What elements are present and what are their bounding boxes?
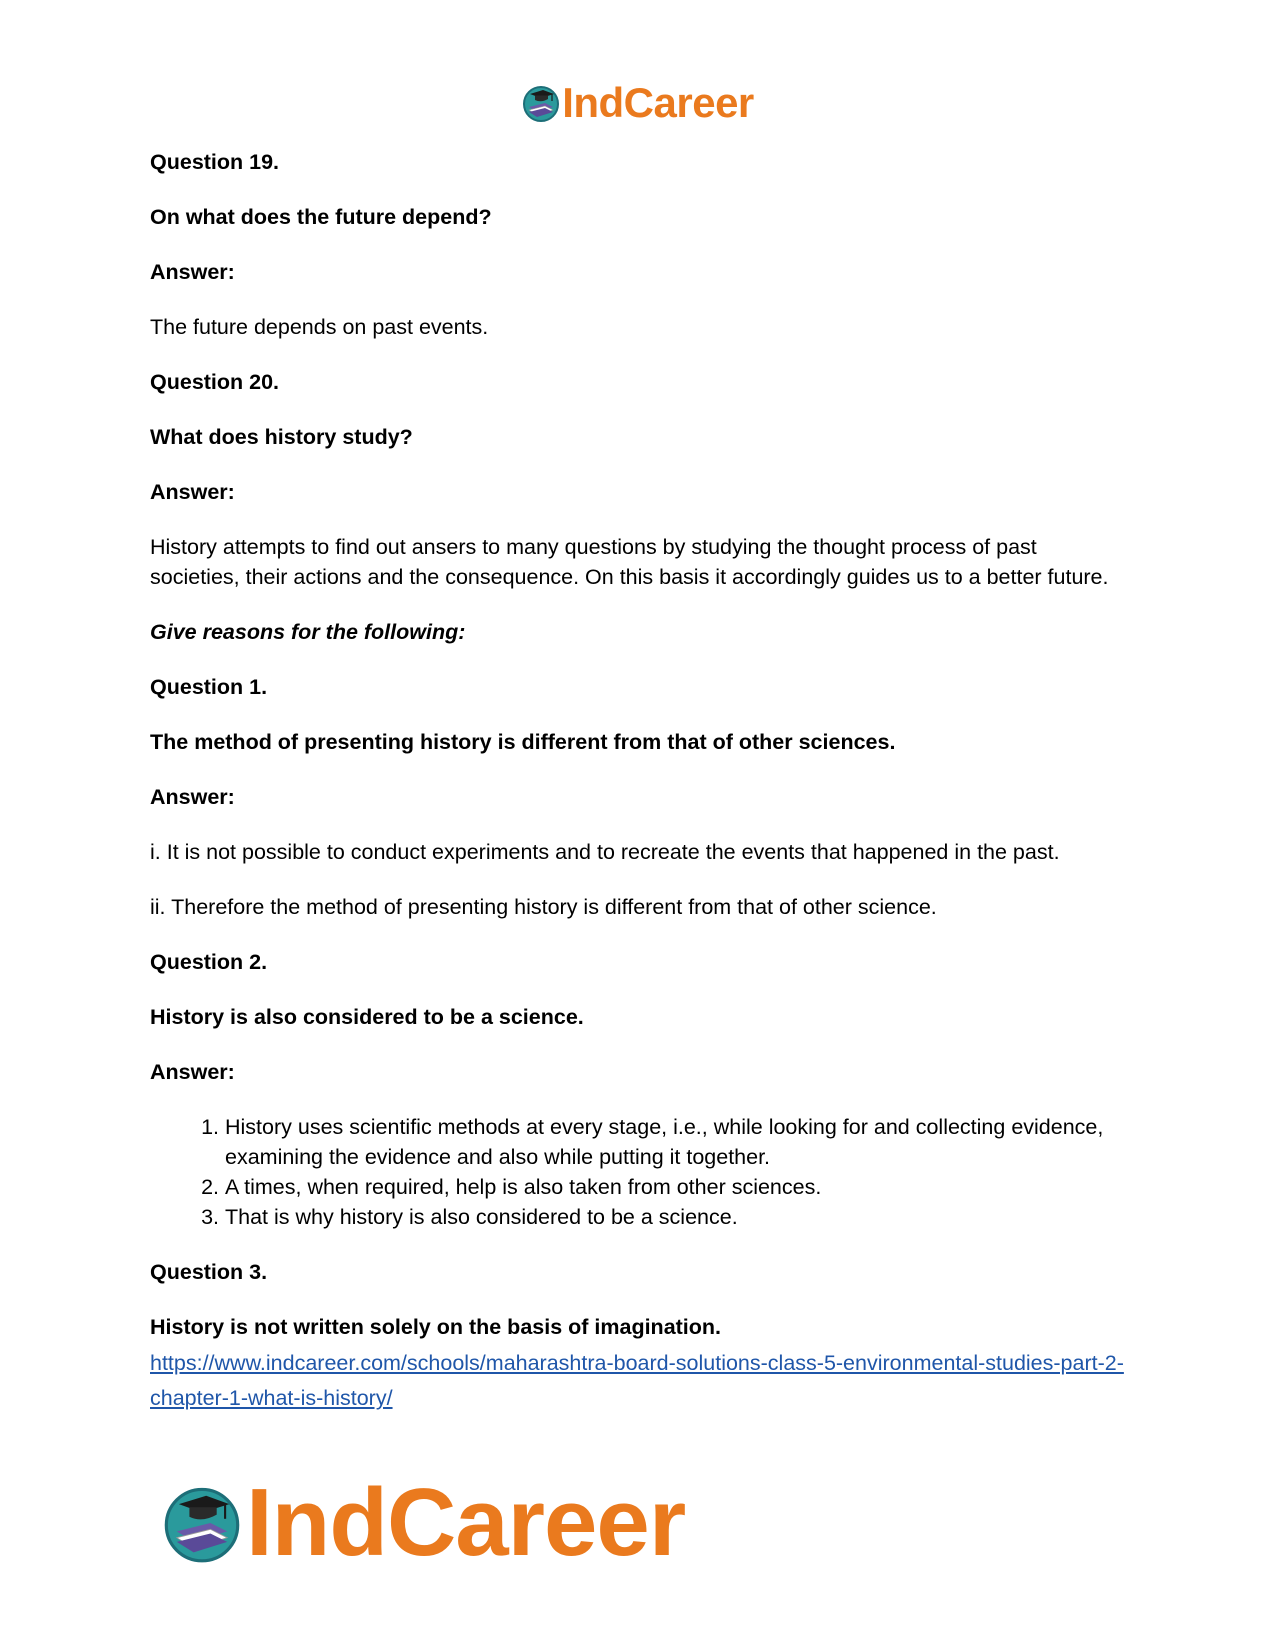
document-body: [150, 147, 1130, 1416]
question-19-text: On what does the future depend?: [150, 205, 492, 229]
question-20-text: What does history study?: [150, 425, 413, 449]
graduation-cap-book-globe-icon: [521, 83, 561, 123]
question-19-answer: The future depends on past events.: [150, 315, 489, 339]
footer-logo: [160, 1468, 685, 1578]
question-19-answer-label: Answer:: [150, 260, 235, 284]
indcareer-logo-large: [160, 1468, 685, 1578]
logo-text: IndCareer: [246, 1469, 686, 1576]
reason-2-answer-list: [150, 1112, 1130, 1232]
reason-1-answer-label: Answer:: [150, 785, 235, 809]
graduation-cap-book-globe-icon: [160, 1481, 244, 1565]
source-link[interactable]: https://www.indcareer.com/schools/maharashtra-board-solutions-class-5-environmental-studies-part-2-chapter-1-what-is-history/: [150, 1351, 1124, 1410]
logo-text: IndCareer: [562, 79, 754, 126]
question-20-answer-label: Answer:: [150, 480, 235, 504]
reason-2-answer-label: Answer:: [150, 1060, 235, 1084]
question-20-title: Question 20.: [150, 370, 280, 394]
reason-1-title: Question 1.: [150, 675, 268, 699]
reason-3-title: Question 3.: [150, 1260, 268, 1284]
reason-2-text: History is also considered to be a science.: [150, 1005, 584, 1029]
reason-2-title: Question 2.: [150, 950, 268, 974]
question-19-title: Question 19.: [150, 150, 280, 174]
header-logo: [0, 78, 1275, 128]
section-heading: Give reasons for the following:: [150, 620, 466, 644]
list-item: 3. That is why history is also considered to be a science.: [225, 1202, 1130, 1232]
question-20-answer: History attempts to find out ansers to many questions by studying the thought process of past societies, their actions and the consequence. On this basis it accordingly guides us to a better future.: [150, 535, 1109, 589]
list-item: 2. A times, when required, help is also taken from other sciences.: [225, 1172, 1130, 1202]
reason-1-text: The method of presenting history is different from that of other sciences.: [150, 730, 896, 754]
list-item: 1. History uses scientific methods at every stage, i.e., while looking for and collecting evidence, examining the evidence and also while putting it together.: [225, 1112, 1130, 1172]
reason-1-answer-i: i. It is not possible to conduct experiments and to recreate the events that happened in the past.: [150, 840, 1060, 864]
reason-1-answer-ii: ii. Therefore the method of presenting history is different from that of other science.: [150, 895, 937, 919]
indcareer-logo: [521, 79, 754, 127]
reason-3-text: History is not written solely on the basis of imagination.: [150, 1315, 722, 1339]
